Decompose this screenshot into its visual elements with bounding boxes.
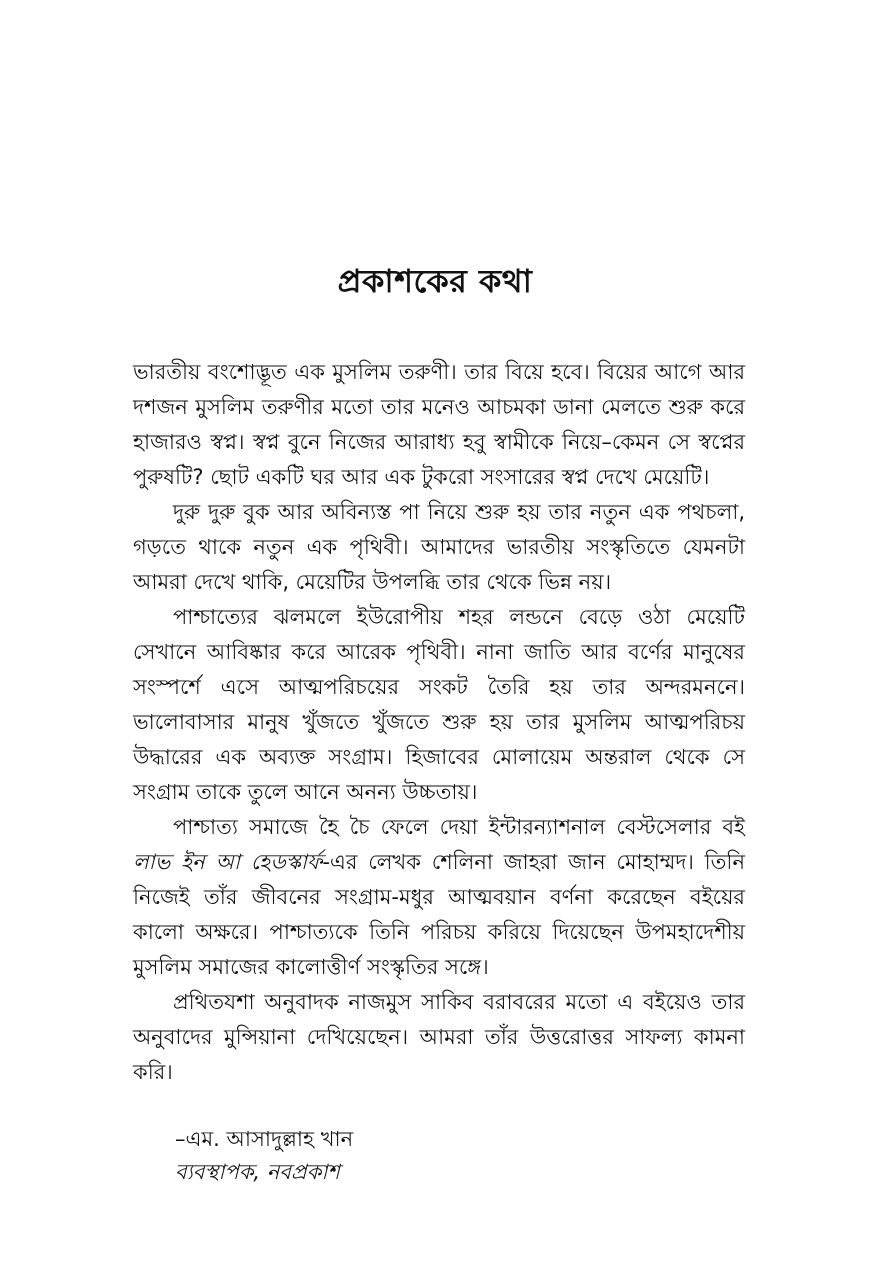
book-title: লাভ ইন আ হেডস্কার্ফ bbox=[133, 850, 323, 874]
signature-name: –এম. আসাদুল্লাহ খান bbox=[175, 1127, 354, 1151]
paragraph-4-before: পাশ্চাত্য সমাজে হৈ চৈ ফেলে দেয়া ইন্টারন্যাশনাল বেস্টসেলার বই bbox=[173, 815, 745, 839]
signature-block bbox=[175, 1123, 353, 1189]
paragraph-4-after: -এর লেখক শেলিনা জাহরা জান মোহাম্মদ। তিনি নিজেই তাঁর জীবনের সংগ্রাম-মধুর আত্মবয়ান বর্ণনা করেছেন বইয়ের কালো অক্ষরে। পাশ্চাত্যকে তিনি পরিচয় করিয়ে দিয়েছেন উপমহাদেশীয় মুসলিম সমাজের কালোত্তীর্ণ সংস্কৃতির সঙ্গে। bbox=[133, 850, 745, 979]
publisher-note-body bbox=[133, 355, 745, 1090]
page-title: প্রকাশকের কথা bbox=[337, 262, 533, 301]
paragraph-1: ভারতীয় বংশোদ্ভূত এক মুসলিম তরুণী। তার বিয়ে হবে। বিয়ের আগে আর দশজন মুসলিম তরুণীর মতো তার মনেও আচমকা ডানা মেলতে শুরু করে হাজারও স্বপ্ন। স্বপ্ন বুনে নিজের আরাধ্য হবু স্বামীকে নিয়ে–কেমন সে স্বপ্নের পুরুষটি? ছোট একটি ঘর আর এক টুকরো সংসারের স্বপ্ন দেখে মেয়েটি। bbox=[133, 360, 745, 489]
signature-role: ব্যবস্থাপক, নবপ্রকাশ bbox=[175, 1160, 340, 1184]
paragraph-4 bbox=[133, 810, 745, 985]
paragraph-5: প্রথিতযশা অনুবাদক নাজমুস সাকিব বরাবরের মতো এ বইয়েও তার অনুবাদের মুন্সিয়ানা দেখিয়েছেন। আমরা তাঁর উত্তরোত্তর সাফল্য কামনা করি। bbox=[133, 990, 745, 1084]
paragraph-2: দুরু দুরু বুক আর অবিন্যস্ত পা নিয়ে শুরু হয় তার নতুন এক পথচলা, গড়তে থাকে নতুন এক পৃথিবী। আমাদের ভারতীয় সংস্কৃতিতে যেমনটা আমরা দেখে থাকি, মেয়েটির উপলব্ধি তার থেকে ভিন্ন নয়। bbox=[133, 500, 745, 594]
paragraph-3: পাশ্চাত্যের ঝলমলে ইউরোপীয় শহর লন্ডনে বেড়ে ওঠা মেয়েটি সেখানে আবিষ্কার করে আরেক পৃথিবী। নানা জাতি আর বর্ণের মানুষের সংস্পর্শে এসে আত্মপরিচয়ের সংকট তৈরি হয় তার অন্দরমননে। ভালোবাসার মানুষ খুঁজতে খুঁজতে শুরু হয় তার মুসলিম আত্মপরিচয় উদ্ধারের এক অব্যক্ত সংগ্রাম। হিজাবের মোলায়েম অন্তরাল থেকে সে সংগ্রাম তাকে তুলে আনে অনন্য উচ্চতায়। bbox=[133, 605, 745, 804]
